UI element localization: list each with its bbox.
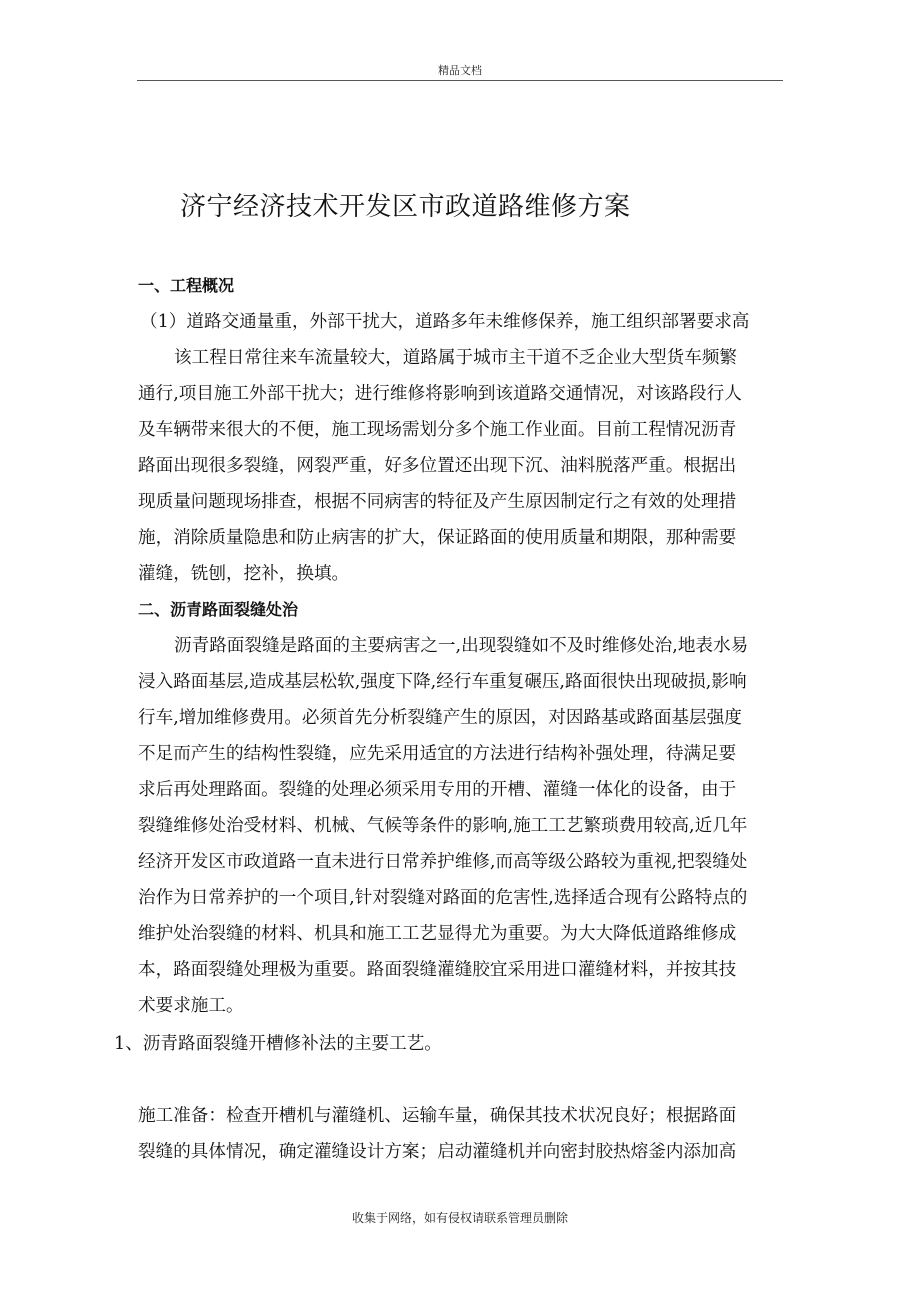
section-2-heading: 二、沥青路面裂缝处治 bbox=[138, 600, 299, 619]
section-2-paragraph-line: 不足而产生的结构性裂缝，应先采用适宜的方法进行结构补强处理，待满足要 bbox=[138, 744, 737, 764]
preparation-paragraph-line: 裂缝的具体情况，确定灌缝设计方案；启动灌缝机并向密封胶热熔釜内添加高 bbox=[138, 1142, 737, 1162]
section-2-paragraph-line: 浸入路面基层,造成基层松软,强度下降,经行车重复碾压,路面很快出现破损,影响 bbox=[138, 672, 747, 692]
section-2-paragraph-line: 术要求施工。 bbox=[138, 996, 244, 1016]
section-2-paragraph-line: 裂缝维修处治受材料、机械、气候等条件的影响,施工工艺繁琐费用较高,近几年 bbox=[138, 816, 748, 836]
section-1-heading: 一、工程概况 bbox=[138, 276, 235, 295]
subsection-1-heading: 1、沥青路面裂缝开槽修补法的主要工艺。 bbox=[114, 1034, 442, 1054]
section-2-paragraph-line: 维护处治裂缝的材料、机具和施工工艺显得尤为重要。为大大降低道路维修成 bbox=[138, 924, 737, 944]
section-1-paragraph-line: 通行,项目施工外部干扰大；进行维修将影响到该道路交通情况，对该路段行人 bbox=[138, 384, 742, 404]
page-header-label: 精品文档 bbox=[438, 64, 482, 77]
section-1-paragraph-line: 路面出现很多裂缝，网裂严重，好多位置还出现下沉、油料脱落严重。根据出 bbox=[138, 456, 737, 476]
section-2-paragraph-line: 行车,增加维修费用。必须首先分析裂缝产生的原因，对因路基或路面基层强度 bbox=[138, 708, 742, 728]
preparation-paragraph-line: 施工准备：检查开槽机与灌缝机、运输车量，确保其技术状况良好；根据路面 bbox=[138, 1106, 737, 1126]
section-2-paragraph-line: 本，路面裂缝处理极为重要。路面裂缝灌缝胶宜采用进口灌缝材料，并按其技 bbox=[138, 960, 737, 980]
section-1-paragraph-line: 灌缝，铣刨，挖补，换填。 bbox=[138, 564, 350, 584]
page-footer-label: 收集于网络，如有侵权请联系管理员删除 bbox=[351, 1211, 568, 1225]
section-1-paragraph-line: 施，消除质量隐患和防止病害的扩大，保证路面的使用质量和期限，那种需要 bbox=[138, 528, 737, 548]
section-1-item-1: （1）道路交通量重，外部干扰大，道路多年未维修保养，施工组织部署要求高 bbox=[140, 312, 750, 332]
section-1-paragraph-line: 该工程日常往来车流量较大，道路属于城市主干道不乏企业大型货车频繁 bbox=[174, 348, 738, 368]
section-2-paragraph-line: 经济开发区市政道路一直未进行日常养护维修,而高等级公路较为重视,把裂缝处 bbox=[138, 852, 748, 872]
section-1-paragraph-line: 现质量问题现场排查，根据不同病害的特征及产生原因制定行之有效的处理措 bbox=[138, 492, 737, 512]
section-2-paragraph-line: 沥青路面裂缝是路面的主要病害之一,出现裂缝如不及时维修处治,地表水易 bbox=[174, 636, 749, 656]
header-divider bbox=[137, 80, 783, 81]
document-title: 济宁经济技术开发区市政道路维修方案 bbox=[180, 192, 631, 222]
section-2-paragraph-line: 求后再处理路面。裂缝的处理必须采用专用的开槽、灌缝一体化的设备，由于 bbox=[138, 780, 737, 800]
section-2-paragraph-line: 治作为日常养护的一个项目,针对裂缝对路面的危害性,选择适合现有公路特点的 bbox=[138, 888, 748, 908]
section-1-paragraph-line: 及车辆带来很大的不便，施工现场需划分多个施工作业面。目前工程情况沥青 bbox=[138, 420, 737, 440]
